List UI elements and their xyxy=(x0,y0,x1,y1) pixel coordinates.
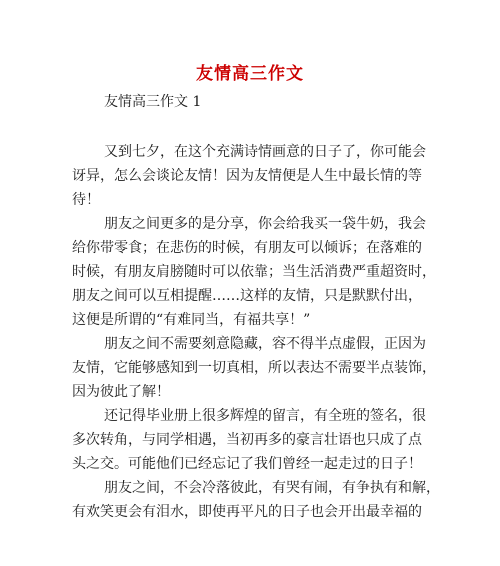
text-line: 朋友之间更多的是分享，你会给我买一袋牛奶，我会 xyxy=(104,216,426,232)
text-line: 友情，它能够感知到一切真相，所以表达不需要半点装饰， xyxy=(72,360,436,376)
text-line: 讶异，怎么会谈论友情！因为友情便是人生中最长情的等 xyxy=(72,168,422,184)
paragraph-5 xyxy=(72,476,440,524)
paragraph-4 xyxy=(72,404,426,476)
text-line: 朋友之间可以互相提醒……这样的友情，只是默默付出， xyxy=(72,288,422,304)
text-line: 还记得毕业册上很多辉煌的留言，有全班的签名，很 xyxy=(104,408,426,424)
text-line: 头之交。可能他们已经忘记了我们曾经一起走过的日子！ xyxy=(72,456,422,472)
text-line: 又到七夕，在这个充满诗情画意的日子了，你可能会 xyxy=(104,144,426,160)
text-line: 有欢笑更会有泪水，即使再平凡的日子也会开出最幸福的 xyxy=(72,504,422,520)
text-line: 这便是所谓的“有难同当，有福共享！” xyxy=(72,312,311,328)
document-title: 友情高三作文 xyxy=(196,64,304,84)
text-line: 时候，有朋友肩膀随时可以依靠；当生活消费严重超资时， xyxy=(72,264,436,280)
paragraph-2 xyxy=(72,212,436,332)
paragraph-1 xyxy=(72,140,426,212)
text-line: 待！ xyxy=(72,192,100,208)
text-line: 因为彼此了解！ xyxy=(72,384,170,400)
paragraph-3 xyxy=(72,332,436,404)
text-line: 多次转角，与同学相遇，当初再多的豪言壮语也只成了点 xyxy=(72,432,422,448)
text-line: 朋友之间，不会冷落彼此，有哭有闹，有争执有和解， xyxy=(104,480,440,496)
text-line: 给你带零食；在悲伤的时候，有朋友可以倾诉；在落难的 xyxy=(72,240,422,256)
text-line: 朋友之间不需要刻意隐藏，容不得半点虚假，正因为 xyxy=(104,336,426,352)
article-body xyxy=(72,140,440,524)
document-subtitle: 友情高三作文 1 xyxy=(104,94,202,110)
